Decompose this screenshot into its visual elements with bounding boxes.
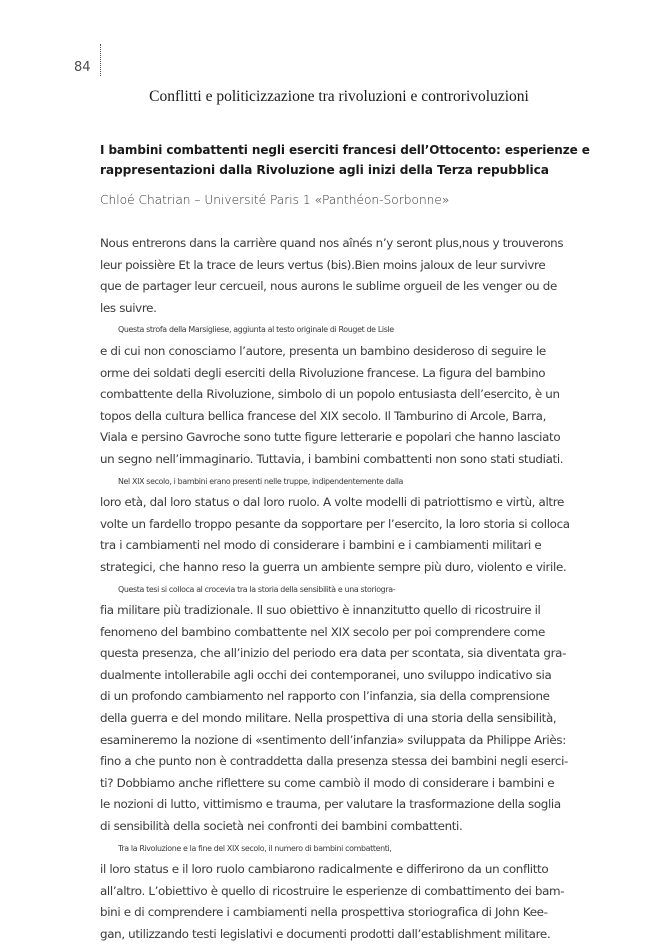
body-line: fino a che punto non è contraddetta dalla presenza stessa dei bambini negli eserci-: [100, 754, 568, 769]
body-line: all’altro. L’obiettivo è quello di ricostruire le esperienze di combattimento dei bam-: [100, 883, 565, 898]
body-line: di un profondo cambiamento nel rapporto con l’infanzia, sia della comprensione: [100, 689, 550, 704]
body-line: dualmente intollerabile agli occhi dei contemporanei, uno sviluppo indicativo sia: [100, 667, 552, 682]
body-line: bini e di comprendere i cambiamenti nella prospettiva storiografica di John Kee-: [100, 905, 548, 920]
running-header: Conflitti e politicizzazione tra rivoluzioni e controrivoluzioni: [149, 88, 529, 105]
article-title-line: rappresentazioni dalla Rivoluzione agli inizi della Terza repubblica: [100, 163, 549, 177]
body-line: fia militare più tradizionale. Il suo obiettivo è innanzitutto quello di ricostruire il: [100, 603, 541, 618]
body-line: orme dei soldati degli eserciti della Rivoluzione francese. La figura del bambino: [100, 365, 546, 380]
page-number-rule: [100, 44, 101, 76]
page-number: 84: [74, 60, 91, 75]
body-line: leur poissière Et la trace de leurs vertus (bis).Bien moins jaloux de leur survivre: [100, 257, 546, 272]
body-line: ti? Dobbiamo anche riflettere su come cambiò il modo di considerare i bambini e: [100, 775, 555, 790]
body-line: il loro status e il loro ruolo cambiarono radicalmente e differirono da un conflitto: [100, 862, 549, 877]
body-line: Questa strofa della Marsigliese, aggiunta al testo originale di Rouget de Lisle: [118, 325, 394, 335]
body-line: tra i cambiamenti nel modo di considerare i bambini e i cambiamenti militari e: [100, 538, 542, 553]
body-line: topos della cultura bellica francese del XIX secolo. Il Tamburino di Arcole, Barra,: [100, 408, 547, 423]
body-line: Nel XIX secolo, i bambini erano presenti nelle truppe, indipendentemente dalla: [118, 476, 404, 486]
body-line: Tra la Rivoluzione e la fine del XIX secolo, il numero di bambini combattenti,: [118, 843, 392, 853]
body-line: les suivre.: [100, 300, 157, 315]
byline: Chloé Chatrian – Université Paris 1 «Panthéon-Sorbonne»: [100, 193, 450, 207]
body-line: volte un fardello troppo pesante da sopportare per l’esercito, la loro storia si colloca: [100, 516, 570, 531]
body-line: loro età, dal loro status o dal loro ruolo. A volte modelli di patriottismo e virtù, altre: [100, 495, 564, 510]
body-line: un segno nell’immaginario. Tuttavia, i bambini combattenti non sono stati studiati.: [100, 451, 564, 466]
body-line: di sensibilità della società nei confronti dei bambini combattenti.: [100, 819, 463, 834]
body-line: le nozioni di lutto, vittimismo e trauma, per valutare la trasformazione della soglia: [100, 797, 561, 812]
body-line: Viala e persino Gavroche sono tutte figure letterarie e popolari che hanno lasciato: [100, 430, 561, 445]
body-line: esamineremo la nozione di «sentimento dell’infanzia» sviluppata da Philippe Ariès:: [100, 732, 566, 747]
body-text: [100, 233, 580, 946]
body-line: della guerra e del mondo militare. Nella prospettiva di una storia della sensibilità,: [100, 711, 557, 726]
body-line: questa presenza, che all’inizio del periodo era data per scontata, sia diventata gra-: [100, 646, 567, 661]
body-line: strategici, che hanno reso la guerra un ambiente sempre più duro, violento e virile.: [100, 559, 567, 574]
body-line: que de partager leur cercueil, nous aurons le sublime orgueil de les venger ou de: [100, 279, 557, 294]
article-title-line: I bambini combattenti negli eserciti francesi dell’Ottocento: esperienze e: [100, 143, 590, 157]
body-line: e di cui non conosciamo l’autore, presenta un bambino desideroso di seguire le: [100, 343, 546, 358]
body-line: Questa tesi si colloca al crocevia tra la storia della sensibilità e una storiogra-: [118, 584, 396, 594]
body-line: gan, utilizzando testi legislativi e documenti prodotti dall’establishment militare.: [100, 927, 551, 941]
body-line: Nous entrerons dans la carrière quand nos aînés n’y seront plus,nous y trouverons: [100, 236, 564, 250]
body-line: fenomeno del bambino combattente nel XIX secolo per poi comprendere come: [100, 624, 545, 639]
article-title: [100, 140, 590, 180]
body-line: combattente della Rivoluzione, simbolo di un popolo entusiasta dell’esercito, è un: [100, 387, 560, 402]
